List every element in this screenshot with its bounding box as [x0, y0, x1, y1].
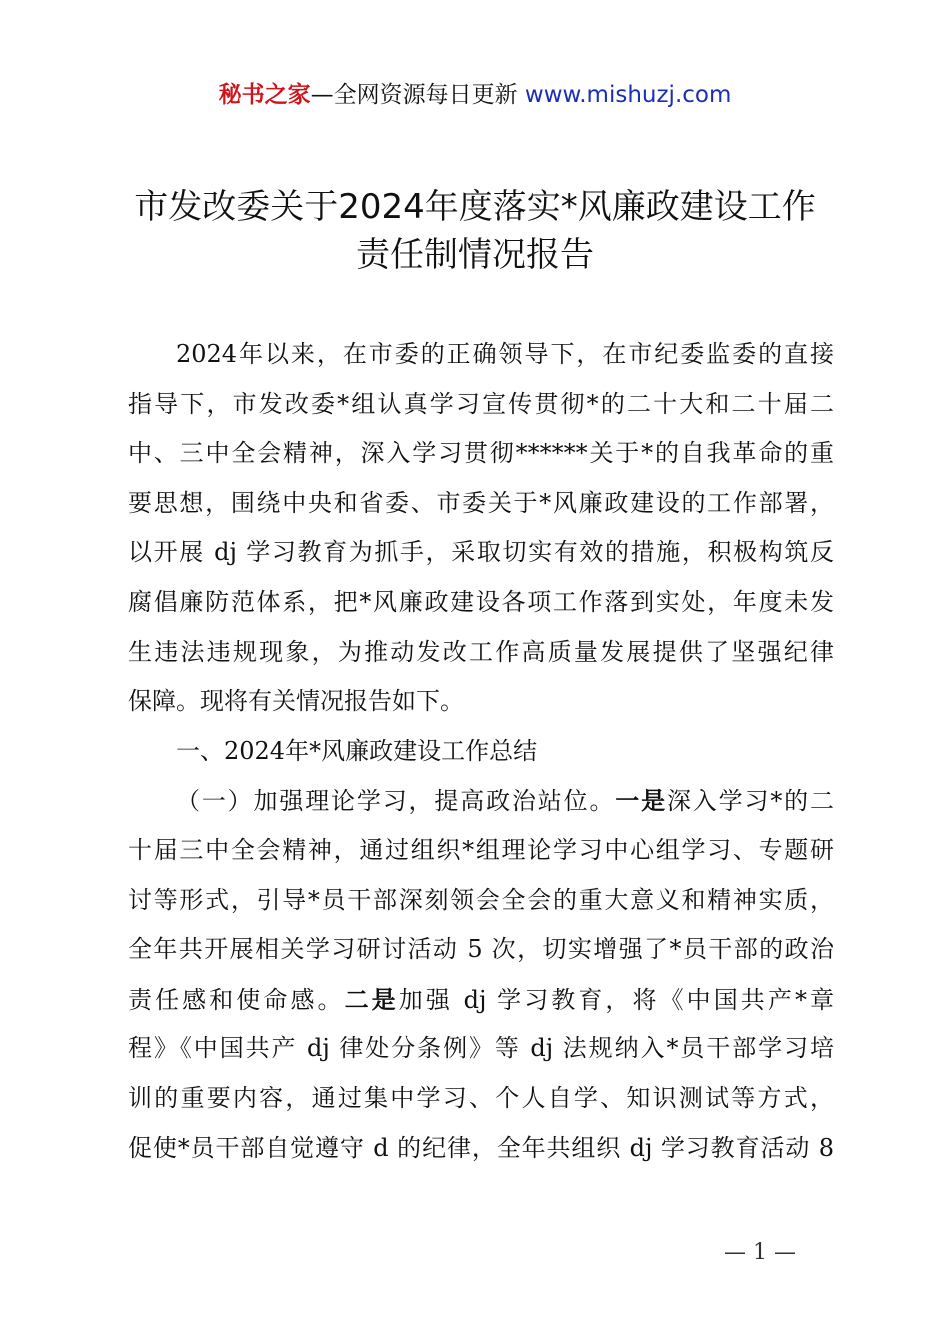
text-run: 深入学习*的二: [666, 787, 835, 816]
bold-marker: 一是: [615, 786, 667, 816]
paragraph-line: 十届三中全会精神，通过组织*组理论学习中心组学习、专题研: [128, 835, 834, 864]
subheading: （一）加强理论学习，提高政治站位。: [176, 787, 616, 816]
paragraph-line: 腐倡廉防范体系，把*风廉政建设各项工作落到实处，年度未发: [128, 587, 834, 616]
paragraph-line: 全年共开展相关学习研讨活动 5 次，切实增强了*员干部的政治: [128, 935, 834, 964]
text-run: 责任感和使命感。: [128, 985, 345, 1014]
paragraph-line: 保障。现将有关情况报告如下。: [128, 687, 464, 716]
paragraph-line: [128, 975, 834, 1025]
site-header: [0, 80, 950, 110]
brand-name: 秘书之家: [218, 82, 311, 108]
paragraph-line: 以开展 dj 学习教育为抓手，采取切实有效的措施，积极构筑反: [128, 538, 834, 567]
paragraph-line: 促使*员干部自觉遵守 d 的纪律，全年共组织 dj 学习教育活动 8: [128, 1133, 834, 1162]
paragraph-line: 训的重要内容，通过集中学习、个人自学、知识测试等方式，: [128, 1083, 834, 1112]
paragraph-line: 程》《中国共产 dj 律处分条例》等 dj 法规纳入*员干部学习培: [128, 1034, 834, 1063]
paragraph-line: 指导下，市发改委*组认真学习宣传贯彻*的二十大和二十届二: [128, 389, 834, 418]
paragraph-line: [128, 776, 834, 826]
document-title: [60, 183, 890, 279]
title-line-2: 责任制情况报告: [356, 235, 594, 275]
document-body: [128, 330, 834, 1173]
paragraph-line: 生违法违规现象，为推动发改工作高质量发展提供了坚强纪律: [128, 637, 834, 666]
bold-marker: 二是: [344, 984, 399, 1014]
site-url-link[interactable]: www.mishuzj.com: [524, 82, 732, 108]
title-line-1: 市发改委关于2024年度落实*风廉政建设工作: [134, 187, 816, 227]
paragraph-line: 中、三中全会精神，深入学习贯彻******关于*的自我革命的重: [128, 439, 834, 468]
paragraph-line: 要思想，围绕中央和省委、市委关于*风廉政建设的工作部署，: [128, 488, 834, 517]
page-number: — 1 —: [724, 1240, 796, 1265]
paragraph-line: 2024年以来，在市委的正确领导下，在市纪委监委的直接: [176, 340, 834, 368]
paragraph-line: 讨等形式，引导*员干部深刻领会全会的重大意义和精神实质，: [128, 885, 834, 914]
section-heading: 一、2024年*风廉政建设工作总结: [176, 736, 538, 765]
text-run: 加强 dj 学习教育，将《中国共产*章: [398, 985, 835, 1014]
header-tagline: —全网资源每日更新: [310, 82, 518, 108]
